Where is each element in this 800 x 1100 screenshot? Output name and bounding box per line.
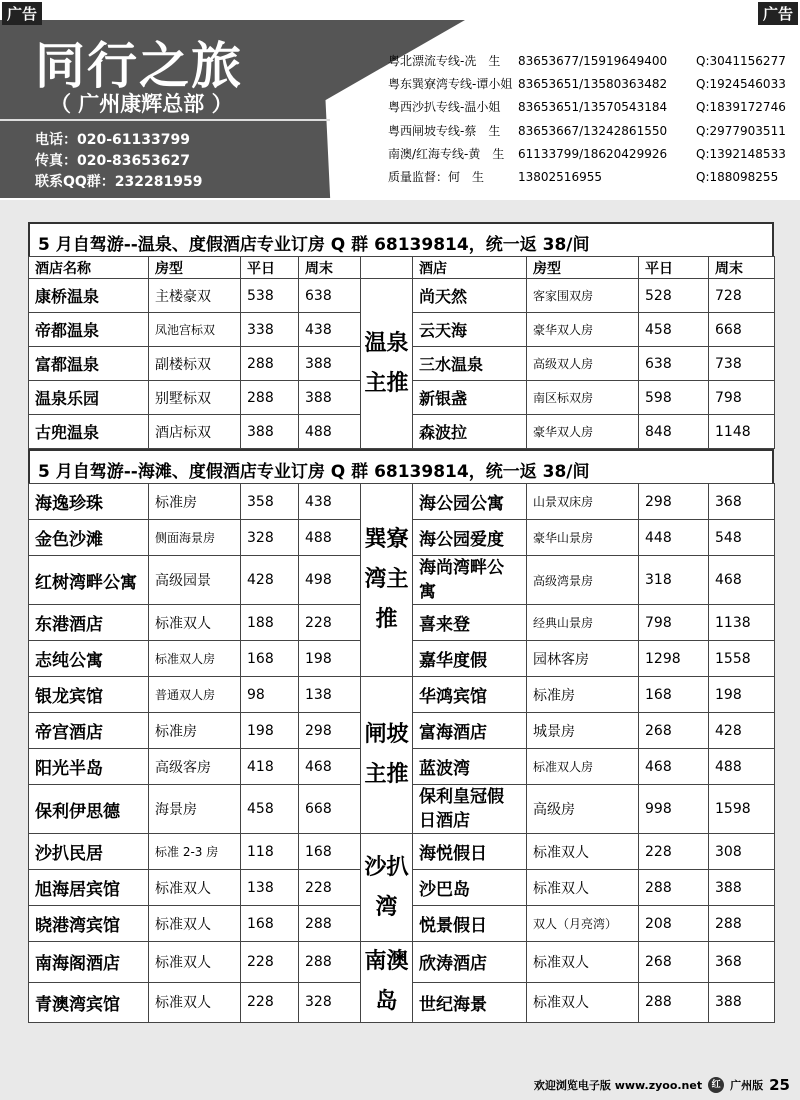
room-type: 标准双人房 (527, 749, 639, 785)
room-type: 双人（月亮湾） (527, 906, 639, 942)
contact-qq: Q:3041156277 (696, 54, 786, 68)
weekend-price: 298 (299, 713, 361, 749)
hotel-name: 云天海 (413, 313, 527, 347)
weekend-price: 228 (299, 605, 361, 641)
weekday-price: 328 (241, 520, 299, 556)
hotel-name: 尚天然 (413, 279, 527, 313)
area-promo: 南澳岛 (361, 942, 413, 1023)
weekend-price: 388 (709, 870, 775, 906)
weekday-price: 168 (241, 641, 299, 677)
hotel-name: 世纪海景 (413, 982, 527, 1023)
weekday-price: 138 (241, 870, 299, 906)
weekend-price: 198 (299, 641, 361, 677)
contact-qq: Q:1839172746 (696, 100, 786, 115)
hotel-name: 海悦假日 (413, 834, 527, 870)
price-content (28, 222, 774, 1023)
table-row (29, 834, 775, 870)
hotel-name: 金色沙滩 (29, 520, 149, 556)
room-type: 高级双人房 (527, 347, 639, 381)
contact-line (388, 50, 800, 73)
room-type: 凤池宫标双 (149, 313, 241, 347)
contact-label: 粤北漂流专线-冼 生 (388, 54, 501, 68)
weekend-price: 488 (709, 749, 775, 785)
weekday-price: 298 (639, 484, 709, 520)
column-header: 房型 (527, 257, 639, 279)
weekday-price: 798 (639, 605, 709, 641)
fax-number: 传真：020-83653627 (35, 153, 190, 169)
weekday-price: 288 (241, 381, 299, 415)
weekday-price: 418 (241, 749, 299, 785)
room-type: 城景房 (527, 713, 639, 749)
room-type: 豪华山景房 (527, 520, 639, 556)
room-type: 标准双人 (149, 982, 241, 1023)
beach-hotel-table (28, 483, 775, 1023)
weekday-price: 268 (639, 713, 709, 749)
column-header-spacer (361, 257, 413, 279)
ad-tag-left: 广告 (2, 2, 42, 25)
weekend-price: 488 (299, 415, 361, 449)
hotel-name: 喜来登 (413, 605, 527, 641)
weekday-price: 468 (639, 749, 709, 785)
weekday-price: 848 (639, 415, 709, 449)
ad-header (0, 0, 800, 200)
room-type: 客家围双房 (527, 279, 639, 313)
table-row (29, 942, 775, 983)
room-type: 侧面海景房 (149, 520, 241, 556)
column-header: 房型 (149, 257, 241, 279)
weekend-price: 1558 (709, 641, 775, 677)
weekday-price: 168 (639, 677, 709, 713)
weekend-price: 1148 (709, 415, 775, 449)
contact-phone: 13802516955 (518, 170, 602, 185)
contact-label: 质量监督：何 生 (388, 170, 485, 185)
hotel-name: 海逸珍珠 (29, 484, 149, 520)
weekday-price: 118 (241, 834, 299, 870)
column-header: 平日 (639, 257, 709, 279)
hotel-name: 康桥温泉 (29, 279, 149, 313)
weekday-price: 598 (639, 381, 709, 415)
weekend-price: 1598 (709, 785, 775, 834)
room-type: 别墅标双 (149, 381, 241, 415)
room-type: 豪华双人房 (527, 313, 639, 347)
weekday-price: 388 (241, 415, 299, 449)
hotel-name: 富海酒店 (413, 713, 527, 749)
column-header: 周末 (709, 257, 775, 279)
contact-line (388, 120, 800, 143)
room-type: 酒店标双 (149, 415, 241, 449)
room-type: 经典山景房 (527, 605, 639, 641)
hotel-name: 东港酒店 (29, 605, 149, 641)
hotel-name: 嘉华度假 (413, 641, 527, 677)
room-type: 标准双人 (527, 834, 639, 870)
room-type: 标准双人 (527, 982, 639, 1023)
section1-title: 5 月自驾游--温泉、度假酒店专业订房 Q 群 68139814，统一返 38/间 (28, 222, 774, 256)
brand-logo-icon: 红 (708, 1077, 724, 1093)
hotel-name: 志纯公寓 (29, 641, 149, 677)
weekday-price: 168 (241, 906, 299, 942)
column-header: 酒店 (413, 257, 527, 279)
hotel-name: 欣涛酒店 (413, 942, 527, 983)
weekday-price: 458 (639, 313, 709, 347)
room-type: 山景双床房 (527, 484, 639, 520)
area-promo: 闸坡主推 (361, 677, 413, 834)
weekend-price: 308 (709, 834, 775, 870)
hotel-name: 保利皇冠假日酒店 (413, 785, 527, 834)
contact-qq: Q:1924546033 (696, 77, 786, 92)
weekend-price: 198 (709, 677, 775, 713)
weekday-price: 448 (639, 520, 709, 556)
hotel-name: 悦景假日 (413, 906, 527, 942)
weekend-price: 388 (709, 982, 775, 1023)
weekday-price: 528 (639, 279, 709, 313)
room-type: 高级客房 (149, 749, 241, 785)
room-type: 高级园景 (149, 556, 241, 605)
page-number: 25 (769, 1076, 790, 1094)
contact-phone: 61133799/18620429926 (518, 146, 668, 161)
hotel-name: 青澳湾宾馆 (29, 982, 149, 1023)
weekday-price: 338 (241, 313, 299, 347)
weekend-price: 548 (709, 520, 775, 556)
weekday-price: 358 (241, 484, 299, 520)
weekday-price: 228 (241, 942, 299, 983)
hotel-name: 阳光半岛 (29, 749, 149, 785)
brand-contacts (35, 130, 202, 193)
weekend-price: 428 (709, 713, 775, 749)
table-row (29, 484, 775, 520)
hotel-name: 沙巴岛 (413, 870, 527, 906)
weekday-price: 638 (639, 347, 709, 381)
page-footer (534, 1076, 790, 1094)
contact-line (388, 96, 800, 119)
weekday-price: 198 (241, 713, 299, 749)
column-header: 酒店名称 (29, 257, 149, 279)
weekend-price: 468 (709, 556, 775, 605)
room-type: 普通双人房 (149, 677, 241, 713)
weekday-price: 1298 (639, 641, 709, 677)
contact-label: 粤西沙扒专线-温小姐 (388, 100, 501, 115)
weekend-price: 228 (299, 870, 361, 906)
hotel-name: 新银盏 (413, 381, 527, 415)
weekend-price: 668 (299, 785, 361, 834)
area-promo: 沙扒湾 (361, 834, 413, 942)
hotel-name: 温泉乐园 (29, 381, 149, 415)
room-type: 标准双人 (527, 870, 639, 906)
weekday-price: 288 (639, 982, 709, 1023)
room-type: 标准房 (149, 484, 241, 520)
section2-title: 5 月自驾游--海滩、度假酒店专业订房 Q 群 68139814，统一返 38/间 (28, 449, 774, 483)
room-type: 海景房 (149, 785, 241, 834)
contact-label: 粤东巽寮湾专线-谭小姐 (388, 77, 513, 92)
weekend-price: 668 (709, 313, 775, 347)
table-row (29, 677, 775, 713)
hotel-name: 森波拉 (413, 415, 527, 449)
weekday-price: 318 (639, 556, 709, 605)
room-type: 南区标双房 (527, 381, 639, 415)
room-type: 标准双人 (149, 942, 241, 983)
hotel-name: 古兜温泉 (29, 415, 149, 449)
weekday-price: 288 (639, 870, 709, 906)
weekend-price: 468 (299, 749, 361, 785)
hotel-name: 海公园公寓 (413, 484, 527, 520)
contact-qq: Q:2977903511 (696, 123, 786, 138)
weekend-price: 138 (299, 677, 361, 713)
brand-divider (0, 119, 330, 121)
contact-phone: 83653667/13242861550 (518, 123, 668, 138)
weekday-price: 998 (639, 785, 709, 834)
weekend-price: 168 (299, 834, 361, 870)
room-type: 豪华双人房 (527, 415, 639, 449)
weekday-price: 538 (241, 279, 299, 313)
weekday-price: 208 (639, 906, 709, 942)
hotel-name: 沙扒民居 (29, 834, 149, 870)
contact-line (388, 143, 800, 166)
contact-phone: 83653651/13580363482 (518, 77, 668, 92)
room-type: 标准双人房 (149, 641, 241, 677)
weekend-price: 728 (709, 279, 775, 313)
weekend-price: 388 (299, 347, 361, 381)
weekend-price: 738 (709, 347, 775, 381)
room-type: 园林客房 (527, 641, 639, 677)
hotel-name: 南海阁酒店 (29, 942, 149, 983)
footer-text: 欢迎浏览电子版 www.zyoo.net (533, 1079, 703, 1092)
hotel-name: 海公园爱度 (413, 520, 527, 556)
room-type: 标准双人 (149, 605, 241, 641)
weekday-price: 288 (241, 347, 299, 381)
phone-number: 电话：020-61133799 (35, 132, 190, 148)
hotel-name: 富都温泉 (29, 347, 149, 381)
weekend-price: 438 (299, 313, 361, 347)
contact-lines (388, 50, 800, 189)
weekend-price: 1138 (709, 605, 775, 641)
weekend-price: 488 (299, 520, 361, 556)
room-type: 高级房 (527, 785, 639, 834)
qq-group: 联系QQ群：232281959 (35, 174, 203, 190)
weekend-price: 368 (709, 484, 775, 520)
hot-spring-promo: 温泉主推 (361, 279, 413, 449)
contact-line (388, 166, 800, 189)
room-type: 标准房 (527, 677, 639, 713)
weekday-price: 188 (241, 605, 299, 641)
room-type: 副楼标双 (149, 347, 241, 381)
weekend-price: 288 (299, 906, 361, 942)
hot-spring-table (28, 256, 775, 449)
weekday-price: 268 (639, 942, 709, 983)
weekday-price: 228 (639, 834, 709, 870)
hotel-name: 蓝波湾 (413, 749, 527, 785)
contact-line (388, 73, 800, 96)
weekday-price: 458 (241, 785, 299, 834)
contact-qq: Q:1392148533 (696, 146, 786, 161)
hotel-name: 华鸿宾馆 (413, 677, 527, 713)
weekend-price: 368 (709, 942, 775, 983)
room-type: 标准房 (149, 713, 241, 749)
column-header: 周末 (299, 257, 361, 279)
hotel-name: 帝宫酒店 (29, 713, 149, 749)
contact-label: 粤西闸坡专线-蔡 生 (388, 123, 501, 138)
weekday-price: 98 (241, 677, 299, 713)
room-type: 标准双人 (149, 906, 241, 942)
weekend-price: 498 (299, 556, 361, 605)
table-row (29, 279, 775, 313)
weekday-price: 428 (241, 556, 299, 605)
brand-subtitle: （ 广州康辉总部 ） (50, 92, 233, 116)
room-type: 标准 2-3 房 (149, 834, 241, 870)
room-type: 标准双人 (149, 870, 241, 906)
room-type: 高级湾景房 (527, 556, 639, 605)
weekend-price: 328 (299, 982, 361, 1023)
hotel-name: 海尚湾畔公寓 (413, 556, 527, 605)
column-header: 平日 (241, 257, 299, 279)
hotel-name: 旭海居宾馆 (29, 870, 149, 906)
area-promo: 巽寮湾主推 (361, 484, 413, 677)
contact-phone: 83653651/13570543184 (518, 100, 668, 115)
contact-phone: 83653677/15919649400 (518, 54, 668, 68)
weekend-price: 288 (299, 942, 361, 983)
weekend-price: 798 (709, 381, 775, 415)
brand-title: 同行之旅 (35, 36, 243, 95)
hotel-name: 保利伊思德 (29, 785, 149, 834)
room-type: 主楼豪双 (149, 279, 241, 313)
weekend-price: 388 (299, 381, 361, 415)
hotel-name: 银龙宾馆 (29, 677, 149, 713)
contact-label: 南澳/红海专线-黄 生 (388, 146, 505, 161)
room-type: 标准双人 (527, 942, 639, 983)
hotel-name: 红树湾畔公寓 (29, 556, 149, 605)
weekend-price: 438 (299, 484, 361, 520)
hotel-name: 三水温泉 (413, 347, 527, 381)
weekday-price: 228 (241, 982, 299, 1023)
hotel-name: 晓港湾宾馆 (29, 906, 149, 942)
contact-qq: Q:188098255 (696, 170, 779, 185)
weekend-price: 638 (299, 279, 361, 313)
edition-label: 广州版 (730, 1079, 764, 1092)
weekend-price: 288 (709, 906, 775, 942)
ad-tag-right: 广告 (758, 2, 798, 25)
hotel-name: 帝都温泉 (29, 313, 149, 347)
